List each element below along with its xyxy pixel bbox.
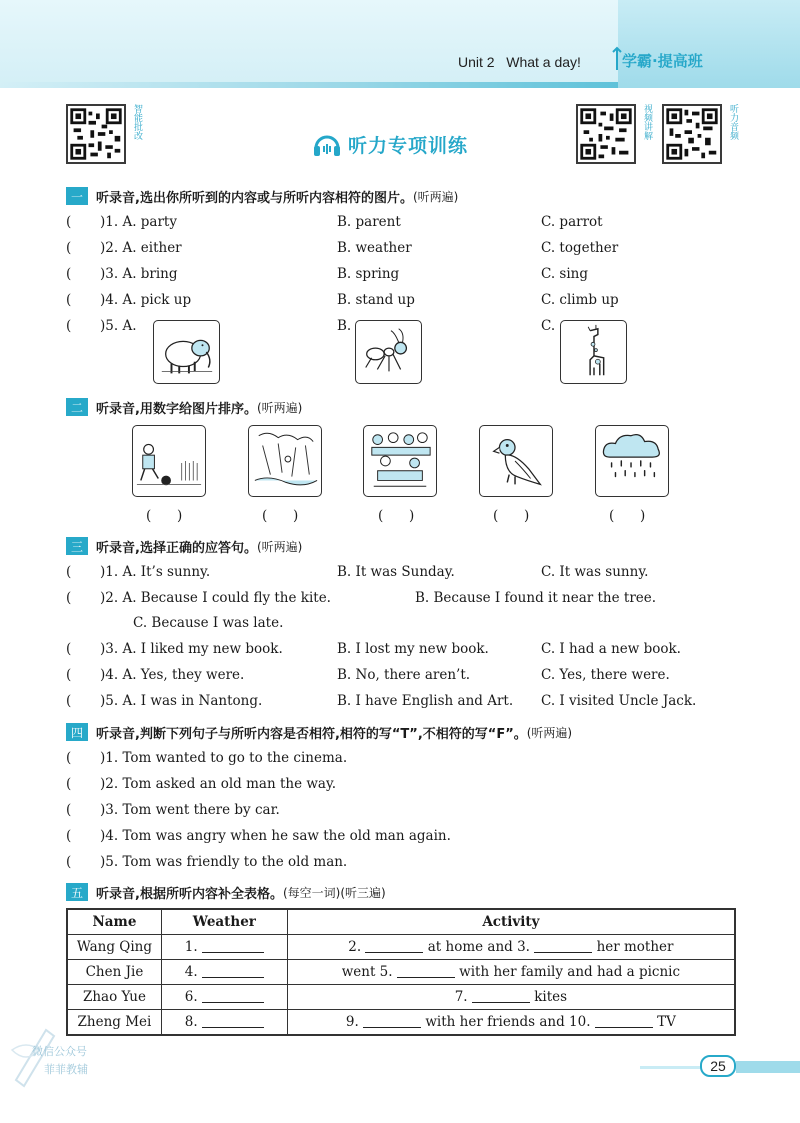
section-number: 一 — [66, 187, 88, 205]
activity-text: TV — [657, 1014, 676, 1030]
statement: )5. Tom was friendly to the old man. — [100, 854, 348, 870]
option-c: C. Yes, there were. — [541, 667, 670, 683]
section-instruction: 听录音,根据所听内容补全表格。 — [96, 886, 283, 902]
option-c: C. sing — [541, 266, 589, 282]
answer-paren[interactable]: ( — [66, 802, 72, 818]
answer-paren[interactable]: ( — [66, 693, 72, 709]
qr-caption-audio: 听力音频 — [728, 104, 738, 140]
answer-blank[interactable] — [365, 939, 423, 953]
answer-paren[interactable]: ( — [66, 590, 72, 606]
qr-code-icon[interactable] — [66, 104, 126, 164]
answer-paren[interactable]: ( — [66, 854, 72, 870]
order-blank-1[interactable]: ( ) — [146, 508, 183, 524]
blank-label: 8. — [184, 1014, 198, 1030]
answer-blank[interactable] — [202, 964, 264, 978]
option-a: )5. A. — [100, 318, 137, 334]
option-b: B. spring — [337, 266, 400, 282]
cell-name: Wang Qing — [68, 935, 162, 960]
option-a: )1. A. It’s sunny. — [100, 564, 211, 580]
section-instruction: 听录音,选择正确的应答句。 — [96, 540, 257, 556]
option-a: )2. A. either — [100, 240, 182, 256]
park-icon — [249, 426, 321, 496]
option-c: C. — [541, 318, 556, 334]
answer-blank[interactable] — [534, 939, 592, 953]
activity-text: her mother — [596, 939, 674, 955]
statement: )1. Tom wanted to go to the cinema. — [100, 750, 348, 766]
section-number: 五 — [66, 883, 88, 901]
section-number: 四 — [66, 723, 88, 741]
headphones-icon — [312, 130, 342, 158]
answer-paren[interactable]: ( — [66, 318, 72, 334]
section-instruction: 听录音,用数字给图片排序。 — [96, 401, 257, 417]
table-row — [68, 960, 735, 985]
activity-text: with her friends and 10. — [425, 1014, 591, 1030]
section-instruction: 听录音,判断下列句子与所听内容是否相符,相符的写“T”,不相符的写“F”。 — [96, 726, 527, 742]
answer-blank[interactable] — [472, 989, 530, 1003]
section-1-heading — [66, 186, 458, 206]
option-a: )1. A. party — [100, 214, 177, 230]
statement: )4. Tom was angry when he saw the old man again. — [100, 828, 451, 844]
header-name: Name — [68, 910, 162, 935]
qr-code-icon[interactable] — [576, 104, 636, 164]
answer-blank[interactable] — [202, 939, 264, 953]
page-title — [312, 128, 468, 160]
answer-blank[interactable] — [595, 1014, 653, 1028]
option-a: )4. A. Yes, they were. — [100, 667, 245, 683]
picture-children-group[interactable] — [363, 425, 437, 497]
option-b: B. parent — [337, 214, 401, 230]
picture-boy-football[interactable] — [132, 425, 206, 497]
football-icon — [133, 426, 205, 496]
answer-paren[interactable]: ( — [66, 828, 72, 844]
option-c: C. together — [541, 240, 619, 256]
table-row — [68, 985, 735, 1010]
giraffe-icon — [561, 321, 626, 383]
cell-weather — [161, 960, 287, 985]
section-instruction: 听录音,选出你所听到的内容或与所听内容相符的图片。 — [96, 190, 413, 206]
option-a: )3. A. I liked my new book. — [100, 641, 283, 657]
section-note: (听两遍) — [256, 400, 303, 415]
option-c: C. Because I was late. — [133, 615, 284, 631]
activity-text: kites — [534, 989, 568, 1005]
cell-activity — [287, 960, 734, 985]
option-a: )3. A. bring — [100, 266, 178, 282]
statement: )2. Tom asked an old man the way. — [100, 776, 337, 792]
answer-paren[interactable]: ( — [66, 750, 72, 766]
option-c: C. It was sunny. — [541, 564, 649, 580]
option-a: )4. A. pick up — [100, 292, 192, 308]
footer-decoration — [640, 1066, 700, 1069]
answer-paren[interactable]: ( — [66, 564, 72, 580]
answer-blank[interactable] — [202, 989, 264, 1003]
watermark-line-1: 微信公众号 — [32, 1045, 87, 1058]
answer-paren[interactable]: ( — [66, 240, 72, 256]
blank-label: 4. — [184, 964, 198, 980]
blank-label: 2. — [348, 939, 362, 955]
section-4-heading — [66, 722, 572, 742]
unit-title: Unit 2 What a day! — [458, 54, 581, 70]
option-b: B. stand up — [337, 292, 415, 308]
section-note: (听两遍) — [256, 539, 303, 554]
qr-code-icon[interactable] — [662, 104, 722, 164]
children-icon — [364, 426, 436, 496]
header-activity: Activity — [287, 910, 734, 935]
blank-label: 1. — [184, 939, 198, 955]
section-2-heading — [66, 397, 302, 417]
section-number: 三 — [66, 537, 88, 555]
cell-name: Zhao Yue — [68, 985, 162, 1010]
answer-blank[interactable] — [202, 1014, 264, 1028]
cell-name: Zheng Mei — [68, 1010, 162, 1035]
option-c: C. climb up — [541, 292, 619, 308]
section-note: (听两遍) — [412, 189, 459, 204]
section-number: 二 — [66, 398, 88, 416]
watermark-line-2: 菲菲教辅 — [44, 1063, 88, 1076]
qr-caption-grading: 智能批改 — [132, 104, 142, 140]
answer-paren[interactable]: ( — [66, 641, 72, 657]
option-b: B. I have English and Art. — [337, 693, 514, 709]
picture-parrot[interactable] — [479, 425, 553, 497]
answer-paren[interactable]: ( — [66, 667, 72, 683]
cell-name: Chen Jie — [68, 960, 162, 985]
weather-activity-table — [67, 909, 735, 1035]
answer-blank[interactable] — [397, 964, 455, 978]
picture-elephant[interactable] — [153, 320, 220, 384]
header-tab — [618, 0, 800, 88]
parrot-icon — [480, 426, 552, 496]
section-note: (每空一词)(听三遍) — [282, 885, 386, 900]
elephant-icon — [154, 321, 219, 383]
page-title-text: 听力专项训练 — [348, 134, 469, 157]
table-row — [68, 935, 735, 960]
qr-caption-video: 视频讲解 — [642, 104, 652, 140]
cell-activity — [287, 935, 734, 960]
cell-activity — [287, 985, 734, 1010]
answer-paren[interactable]: ( — [66, 776, 72, 792]
table-header-row — [68, 910, 735, 935]
order-blank-3[interactable]: ( ) — [378, 508, 415, 524]
option-a: )5. A. I was in Nantong. — [100, 693, 263, 709]
answer-blank[interactable] — [363, 1014, 421, 1028]
footer-bar — [736, 1061, 800, 1073]
section-3-heading — [66, 536, 302, 556]
order-blank-4[interactable]: ( ) — [493, 508, 530, 524]
cell-weather — [161, 985, 287, 1010]
answer-paren[interactable]: ( — [66, 292, 72, 308]
activity-text: with her family and had a picnic — [459, 964, 681, 980]
blank-label: 9. — [345, 1014, 359, 1030]
page-number: 25 — [700, 1055, 736, 1077]
blank-label: 6. — [184, 989, 198, 1005]
activity-text: at home and 3. — [427, 939, 530, 955]
brand-label: 学霸·提高班 — [622, 52, 703, 70]
section-5-heading — [66, 882, 386, 902]
option-c: C. I visited Uncle Jack. — [541, 693, 697, 709]
option-c: C. parrot — [541, 214, 603, 230]
picture-giraffe[interactable] — [560, 320, 627, 384]
table-row — [68, 1010, 735, 1035]
picture-park-scene[interactable] — [248, 425, 322, 497]
order-blank-5[interactable]: ( ) — [609, 508, 646, 524]
picture-ant[interactable] — [355, 320, 422, 384]
option-c: C. I had a new book. — [541, 641, 681, 657]
cell-weather — [161, 1010, 287, 1035]
option-b: B. It was Sunday. — [337, 564, 455, 580]
section-note: (听两遍) — [526, 725, 573, 740]
order-blank-2[interactable]: ( ) — [262, 508, 299, 524]
option-b: B. Because I found it near the tree. — [415, 590, 657, 606]
rain-cloud-icon — [596, 426, 668, 496]
blank-label: went 5. — [341, 964, 393, 980]
option-b: B. No, there aren’t. — [337, 667, 471, 683]
cell-activity — [287, 1010, 734, 1035]
option-b: B. I lost my new book. — [337, 641, 489, 657]
answer-paren[interactable]: ( — [66, 266, 72, 282]
option-a: )2. A. Because I could fly the kite. — [100, 590, 331, 606]
header-weather: Weather — [161, 910, 287, 935]
ant-icon — [356, 321, 421, 383]
answer-paren[interactable]: ( — [66, 214, 72, 230]
blank-label: 7. — [454, 989, 468, 1005]
picture-rain-cloud[interactable] — [595, 425, 669, 497]
cell-weather — [161, 935, 287, 960]
statement: )3. Tom went there by car. — [100, 802, 280, 818]
option-b: B. — [337, 318, 352, 334]
option-b: B. weather — [337, 240, 412, 256]
